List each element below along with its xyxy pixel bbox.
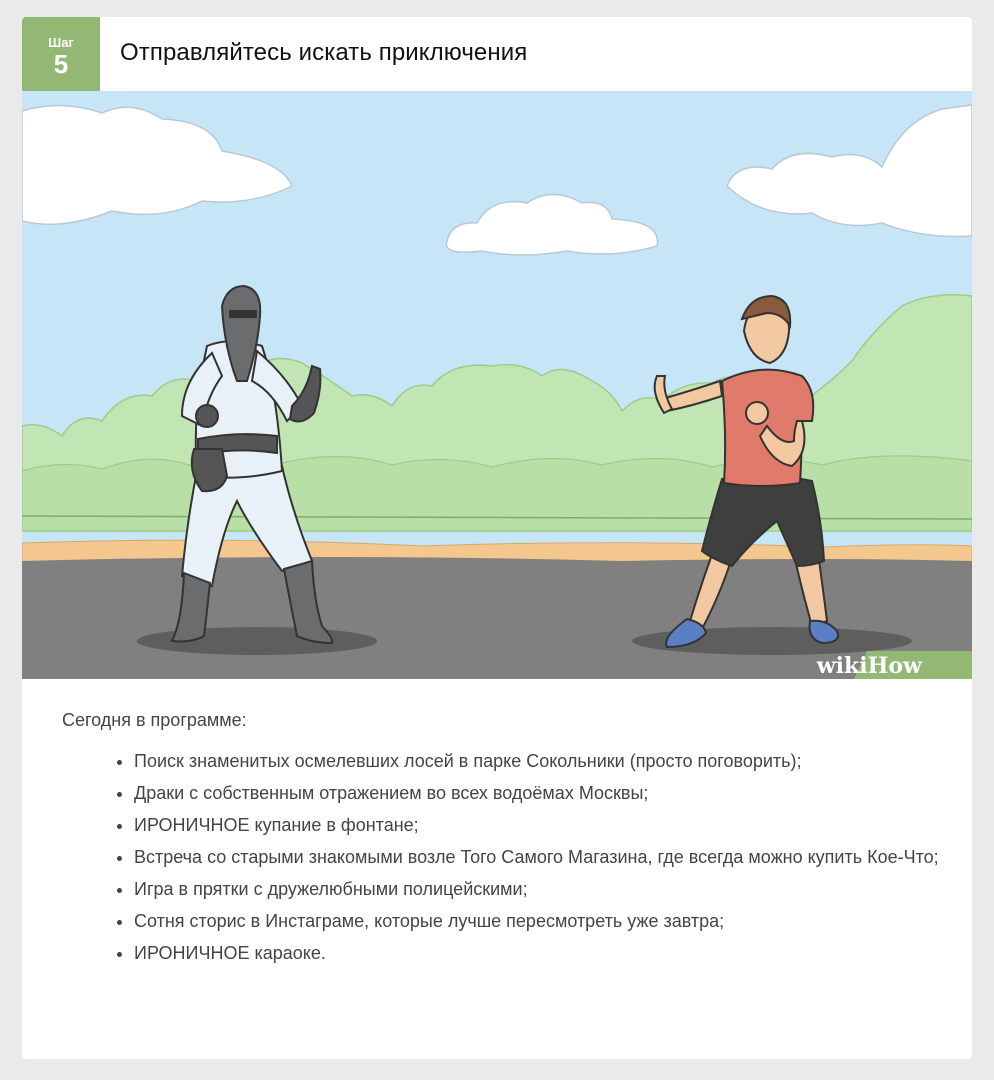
step-content [62,707,942,969]
list-item: • Сотня сторис в Инстаграме, которые лучше пересмотреть уже завтра; [134,905,942,937]
step-badge [22,17,100,91]
step-word: Шаг [48,35,74,50]
list-item: • Встреча со старыми знакомыми возле Того Самого Магазина, где всегда можно купить Кое-Что; [134,841,942,873]
step-number: 5 [53,49,69,79]
intro-text: Сегодня в программе: [62,710,247,730]
program-list [62,745,942,969]
list-item: • Игра в прятки с дружелюбными полицейскими; [134,873,942,905]
step-illustration [22,91,972,679]
list-item: • Драки с собственным отражением во всех водоёмах Москвы; [134,777,942,809]
svg-text:wikiHow [816,653,923,679]
list-item: • Поиск знаменитых осмелевших лосей в парке Сокольники (просто поговорить); [134,745,942,777]
watermark-how: How [867,653,922,679]
bushes-front [22,456,972,531]
watermark-wiki: wiki [816,653,868,679]
article-step-card [22,17,972,1059]
list-item: • ИРОНИЧНОЕ купание в фонтане; [134,809,942,841]
step-header [22,17,972,91]
list-item: • ИРОНИЧНОЕ караоке. [134,937,942,969]
illustration-svg [22,91,972,679]
step-title: Отправляйтесь искать приключения [120,39,528,66]
wikihow-watermark [816,651,972,679]
